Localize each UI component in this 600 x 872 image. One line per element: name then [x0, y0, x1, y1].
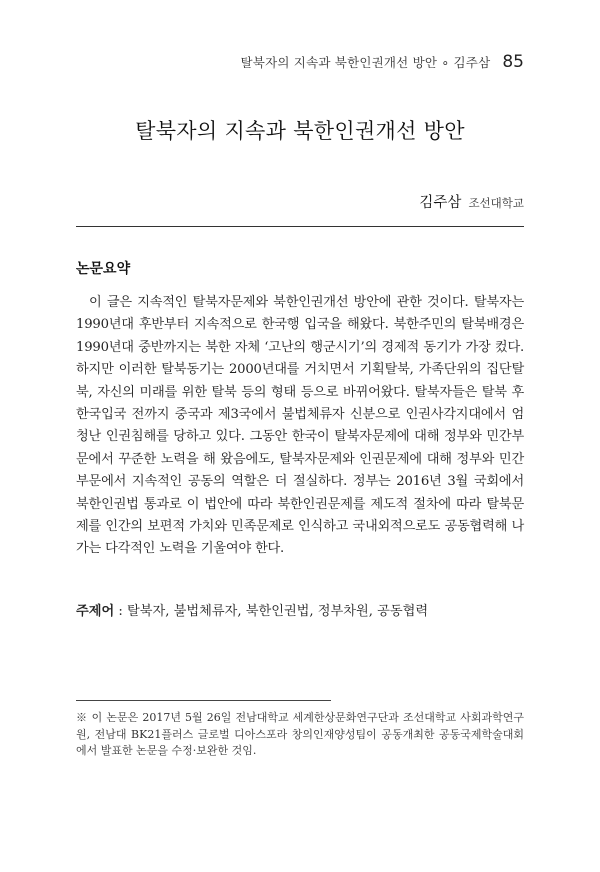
running-header-text: 탈북자의 지속과 북한인권개선 방안 ∘ 김주삼 — [240, 55, 491, 70]
title-divider — [76, 226, 524, 227]
author-name: 김주삼 — [419, 195, 462, 211]
footnote: ※ 이 논문은 2017년 5월 26일 전남대학교 세계한상문화연구단과 조선대학교 사회과학연구원, 전남대 BK21플러스 글로벌 디아스포라 창의인재양성팀이 공동개최한 공동국제학술대회에서 발표한 논문을 수정·보완한 것임. — [76, 711, 524, 757]
keywords-label: 주제어 — [76, 604, 115, 619]
paper-title: 탈북자의 지속과 북한인권개선 방안 — [135, 119, 465, 143]
keywords-terms: 탈북자, 불법체류자, 북한인권법, 정부차원, 공동협력 — [127, 604, 429, 619]
footnote-divider — [76, 700, 331, 701]
keywords-separator: : — [114, 604, 128, 619]
running-header — [241, 52, 524, 72]
page-number: 85 — [502, 52, 524, 72]
keywords — [76, 600, 524, 619]
author-affiliation: 조선대학교 — [468, 196, 524, 210]
author-line — [419, 191, 524, 212]
abstract-body: 이 글은 지속적인 탈북자문제와 북한인권개선 방안에 관한 것이다. 탈북자는 1990년대 후반부터 지속적으로 한국행 입국을 해왔다. 북한주민의 탈북배경은 1990년대 중반까지는 북한 자체 ‘고난의 행군시기’의 경제적 동기가 가장 컸다. 하지만 이러한 탈북동기는 2000년대를 거치면서 기획탈북, 가족단위의 집단탈북, 자신의 미래를 위한 탈북 등의 형태 등으로 바뀌어왔다. 탈북자들은 탈북 후 한국입국 전까지 중국과 제3국에서 불법체류자 신분으로 인권사각지대에서 엄청난 인권침해를 당하고 있다. 그동안 한국이 탈북자문제에 대해 정부와 민간부문에서 꾸준한 노력을 해 왔음에도, 탈북자문제와 인권문제에 대해 정부와 민간부문에서 지속적인 공동의 역할은 더 절실하다. 정부는 2016년 3월 국회에서 북한인권법 통과로 이 법안에 따라 북한인권문제를 제도적 절차에 따라 탈북문제를 인간의 보편적 가치와 민족문제로 인식하고 국내외적으로도 공동협력해 나가는 다각적인 노력을 기울여야 한다. — [76, 295, 524, 557]
abstract-heading: 논문요약 — [76, 261, 131, 277]
